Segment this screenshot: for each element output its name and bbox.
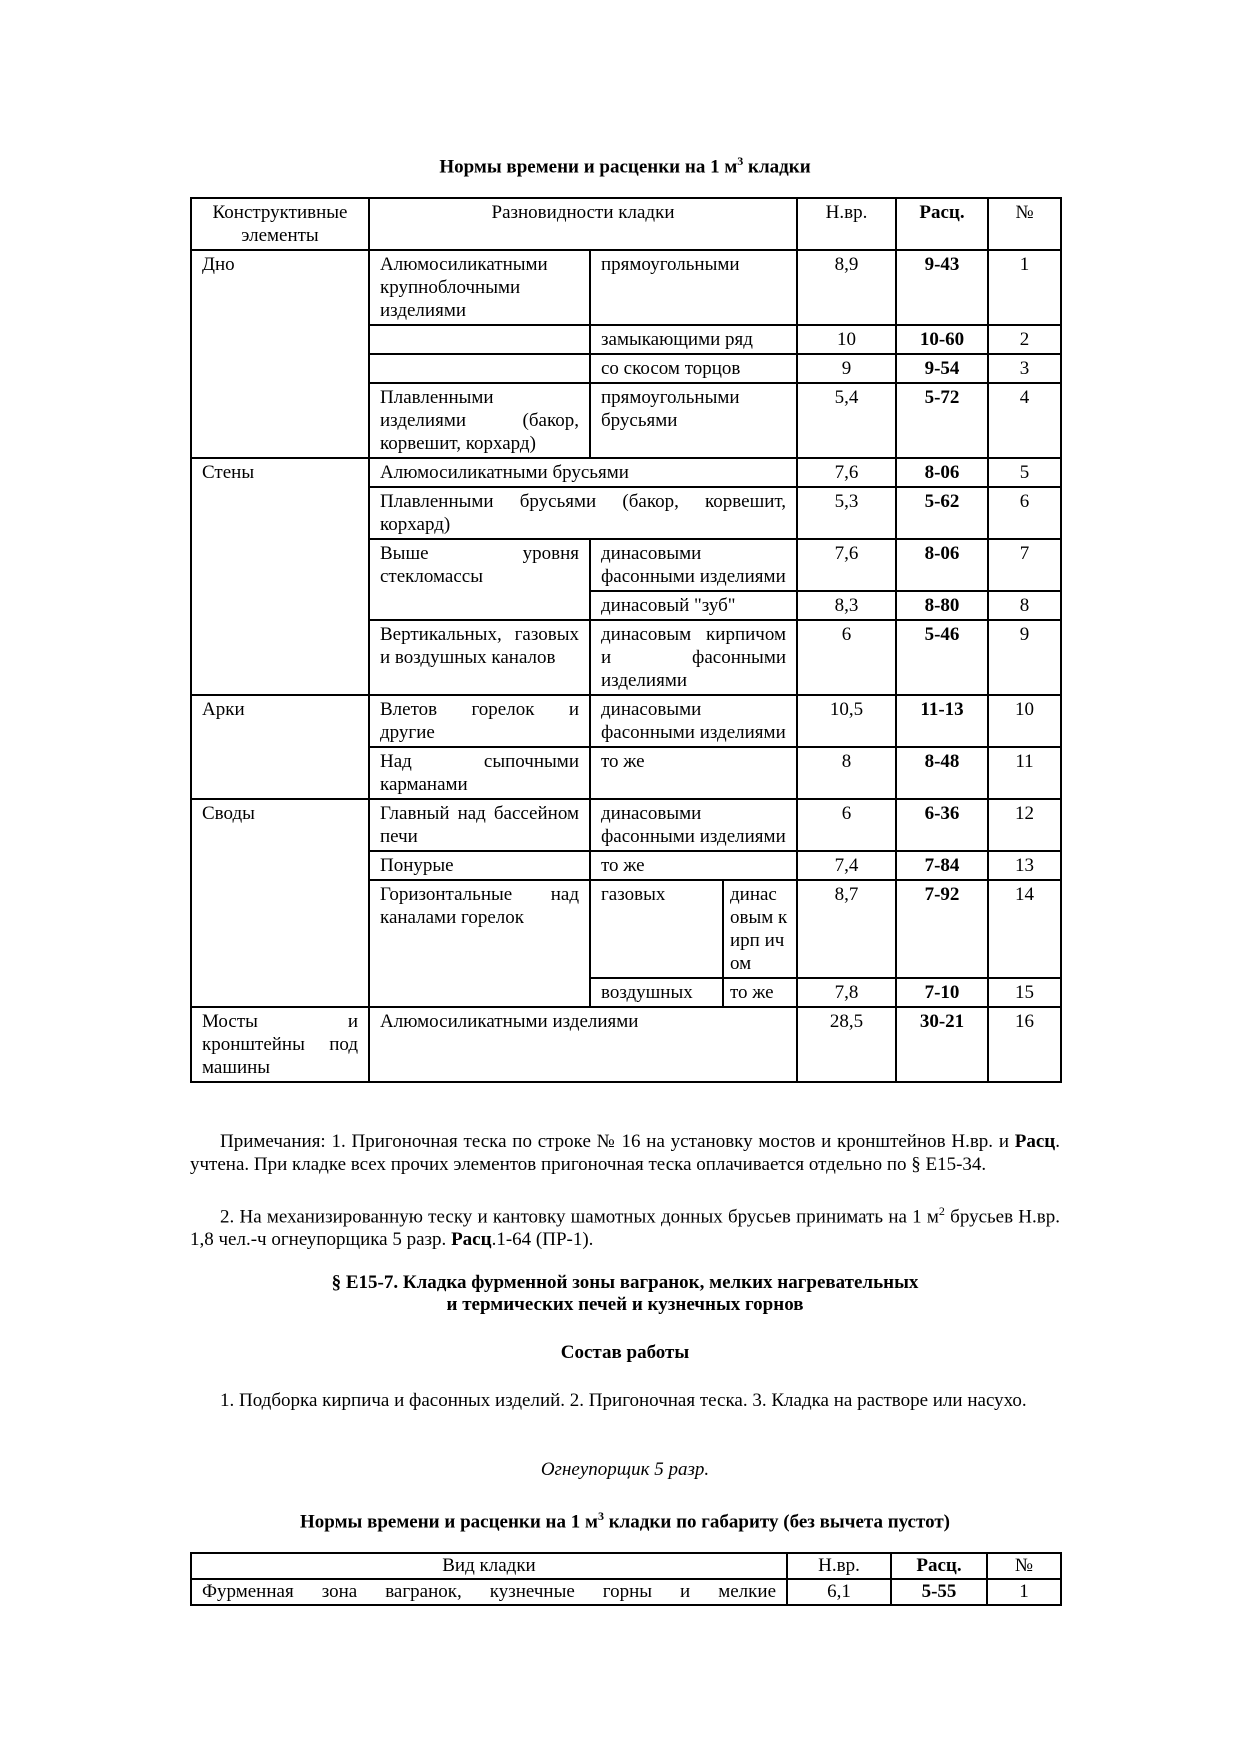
note-text: .1-64 (ПР-1).: [491, 1229, 594, 1251]
table-row: [191, 695, 1061, 747]
table-header-row: [191, 1553, 1061, 1579]
cell-rasc: 7-92: [896, 880, 988, 978]
cell-rasc: 7-10: [896, 978, 988, 1007]
header-nvr: Н.вр.: [787, 1553, 891, 1579]
note-bold: Расц: [451, 1229, 492, 1251]
title-text: Нормы времени и расценки на 1 м: [300, 1511, 598, 1533]
header-rasc: Расц.: [891, 1553, 987, 1579]
cell-num: 2: [988, 325, 1061, 354]
table-row: [191, 799, 1061, 851]
cell-nvr: 28,5: [797, 1007, 896, 1082]
section-heading: [190, 1272, 1060, 1316]
cell-nvr: 5,4: [797, 383, 896, 458]
cell-a: Алюмосиликатными изделиями: [369, 1007, 797, 1082]
cell-rasc: 9-43: [896, 250, 988, 325]
cell-b: то же: [590, 851, 797, 880]
cell-b: прямоугольными: [590, 250, 797, 325]
cell-rasc: 11-13: [896, 695, 988, 747]
header-rasc: Расц.: [896, 198, 988, 250]
group-steny: Стены: [191, 458, 369, 695]
cell-c: динас овым кирп ичом: [723, 880, 797, 978]
cell-a: Понурые: [369, 851, 590, 880]
title-sup: 3: [597, 1509, 604, 1523]
note-text: 2. На механизированную теску и кантовку шамотных донных брусьев принимать на 1 м: [220, 1206, 939, 1228]
cell-nvr: 6: [797, 620, 896, 695]
cell-num: 9: [988, 620, 1061, 695]
cell-nvr: 6: [797, 799, 896, 851]
cell-a: Плавленными брусьями (бакор, корвешит, корхард): [369, 487, 797, 539]
cell-nvr: 8: [797, 747, 896, 799]
cell-nvr: 5,3: [797, 487, 896, 539]
header-num: №: [987, 1553, 1061, 1579]
cell-num: 6: [988, 487, 1061, 539]
note-text: . учтена. При кладке всех прочих элементов пригоночная теска оплачивается отдельно по § Е15-34.: [190, 1131, 1060, 1175]
cell-num: 13: [988, 851, 1061, 880]
title-text: Нормы времени и расценки на 1 м: [439, 156, 738, 178]
header-kind: Вид кладки: [191, 1553, 787, 1579]
title-text-end: кладки: [743, 156, 811, 178]
cell-b: динасовым кирпичом и фасонными изделиями: [590, 620, 797, 695]
cell-b: динасовыми фасонными изделиями: [590, 695, 797, 747]
section-heading-line2: и термических печей и кузнечных горнов: [446, 1294, 804, 1315]
note-2: [190, 1200, 1060, 1251]
cell-a: Над сыпочными карманами: [369, 747, 590, 799]
table-row: [191, 1007, 1061, 1082]
note-text: брусьев Н.вр. 1,8 чел.-ч огнеупорщика 5 разр.: [190, 1206, 1060, 1251]
table1-title: [190, 150, 1060, 178]
group-arki: Арки: [191, 695, 369, 799]
cell-nvr: 7,8: [797, 978, 896, 1007]
table-header-row: [191, 198, 1061, 250]
note-bold: Расц: [1014, 1131, 1056, 1152]
cell-nvr: 9: [797, 354, 896, 383]
note-sup: 2: [938, 1204, 945, 1218]
cell-num: 4: [988, 383, 1061, 458]
sostav-text: 1. Подборка кирпича и фасонных изделий. 2. Пригоночная теска. 3. Кладка на растворе или насухо.: [220, 1390, 1027, 1411]
cell-a: Плавленными изделиями (бакор, корвешит, корхард): [369, 383, 590, 458]
cell-rasc: 7-84: [896, 851, 988, 880]
cell-num: 16: [988, 1007, 1061, 1082]
note-text: Примечания: 1. Пригоночная теска по строке № 16 на установку мостов и кронштейнов Н.вр. и: [220, 1131, 1015, 1152]
cell-num: 10: [988, 695, 1061, 747]
header-num: №: [988, 198, 1061, 250]
cell-b: динасовыми фасонными изделиями: [590, 539, 797, 591]
cell-nvr: 8,3: [797, 591, 896, 620]
cell-b: со скосом торцов: [590, 354, 797, 383]
cell-a: Влетов горелок и другие: [369, 695, 590, 747]
cell-nvr: 8,9: [797, 250, 896, 325]
cell-a: [369, 354, 590, 383]
cell-b: воздушных: [590, 978, 723, 1007]
cell-a: Горизонтальные над каналами горелок: [369, 880, 590, 1007]
cell-nvr: 7,6: [797, 539, 896, 591]
cell-num: 1: [987, 1579, 1061, 1605]
cell-a: Вертикальных, газовых и воздушных каналов: [369, 620, 590, 695]
cell-num: 5: [988, 458, 1061, 487]
cell-c: то же: [723, 978, 797, 1007]
table-row: [191, 250, 1061, 325]
cell-a: Выше уровня стекломассы: [369, 539, 590, 620]
cell-a: [369, 325, 590, 354]
cell-nvr: 8,7: [797, 880, 896, 978]
group-svody: Своды: [191, 799, 369, 1007]
cell-rasc: 10-60: [896, 325, 988, 354]
norms-table-2: [190, 1552, 1062, 1606]
cell-b: динасовыми фасонными изделиями: [590, 799, 797, 851]
cell-a: Алюмосиликатными крупноблочными изделиями: [369, 250, 590, 325]
cell-a: Главный над бассейном печи: [369, 799, 590, 851]
cell-rasc: 5-55: [891, 1579, 987, 1605]
cell-b: то же: [590, 747, 797, 799]
header-elements: Конструктивные элементы: [191, 198, 369, 250]
cell-kind: Фурменная зона вагранок, кузнечные горны и мелкие: [191, 1579, 787, 1605]
cell-b: прямоугольными брусьями: [590, 383, 797, 458]
table-row: [191, 458, 1061, 487]
note-1: [190, 1130, 1060, 1176]
section-heading-line1: § Е15-7. Кладка фурменной зоны вагранок, мелких нагревательных: [331, 1272, 919, 1293]
cell-rasc: 5-62: [896, 487, 988, 539]
title-sup: 3: [737, 154, 744, 168]
cell-rasc: 5-72: [896, 383, 988, 458]
cell-rasc: 5-46: [896, 620, 988, 695]
worker-label: Огнеупорщик 5 разр.: [540, 1459, 710, 1480]
cell-num: 14: [988, 880, 1061, 978]
cell-nvr: 7,6: [797, 458, 896, 487]
cell-a: Алюмосиликатными брусьями: [369, 458, 797, 487]
title-text-end: кладки по габариту (без вычета пустот): [603, 1511, 950, 1533]
cell-nvr: 10,5: [797, 695, 896, 747]
cell-nvr: 6,1: [787, 1579, 891, 1605]
cell-rasc: 8-06: [896, 458, 988, 487]
cell-b: замыкающими ряд: [590, 325, 797, 354]
cell-num: 1: [988, 250, 1061, 325]
header-nvr: Н.вр.: [797, 198, 896, 250]
cell-nvr: 10: [797, 325, 896, 354]
cell-num: 7: [988, 539, 1061, 591]
group-mosty: Мосты и кронштейны под машины: [191, 1007, 369, 1082]
cell-rasc: 8-06: [896, 539, 988, 591]
cell-num: 12: [988, 799, 1061, 851]
cell-rasc: 6-36: [896, 799, 988, 851]
group-dno: Дно: [191, 250, 369, 458]
table-row: [191, 1579, 1061, 1605]
cell-rasc: 8-48: [896, 747, 988, 799]
cell-num: 11: [988, 747, 1061, 799]
cell-num: 8: [988, 591, 1061, 620]
header-kind: Разновидности кладки: [369, 198, 797, 250]
cell-b: газовых: [590, 880, 723, 978]
cell-nvr: 7,4: [797, 851, 896, 880]
sostav-title: Состав работы: [560, 1342, 690, 1363]
cell-num: 3: [988, 354, 1061, 383]
cell-num: 15: [988, 978, 1061, 1007]
cell-rasc: 30-21: [896, 1007, 988, 1082]
cell-rasc: 8-80: [896, 591, 988, 620]
table2-title: [190, 1505, 1060, 1533]
cell-b: динасовый "зуб": [590, 591, 797, 620]
cell-rasc: 9-54: [896, 354, 988, 383]
norms-table: [190, 197, 1062, 1083]
